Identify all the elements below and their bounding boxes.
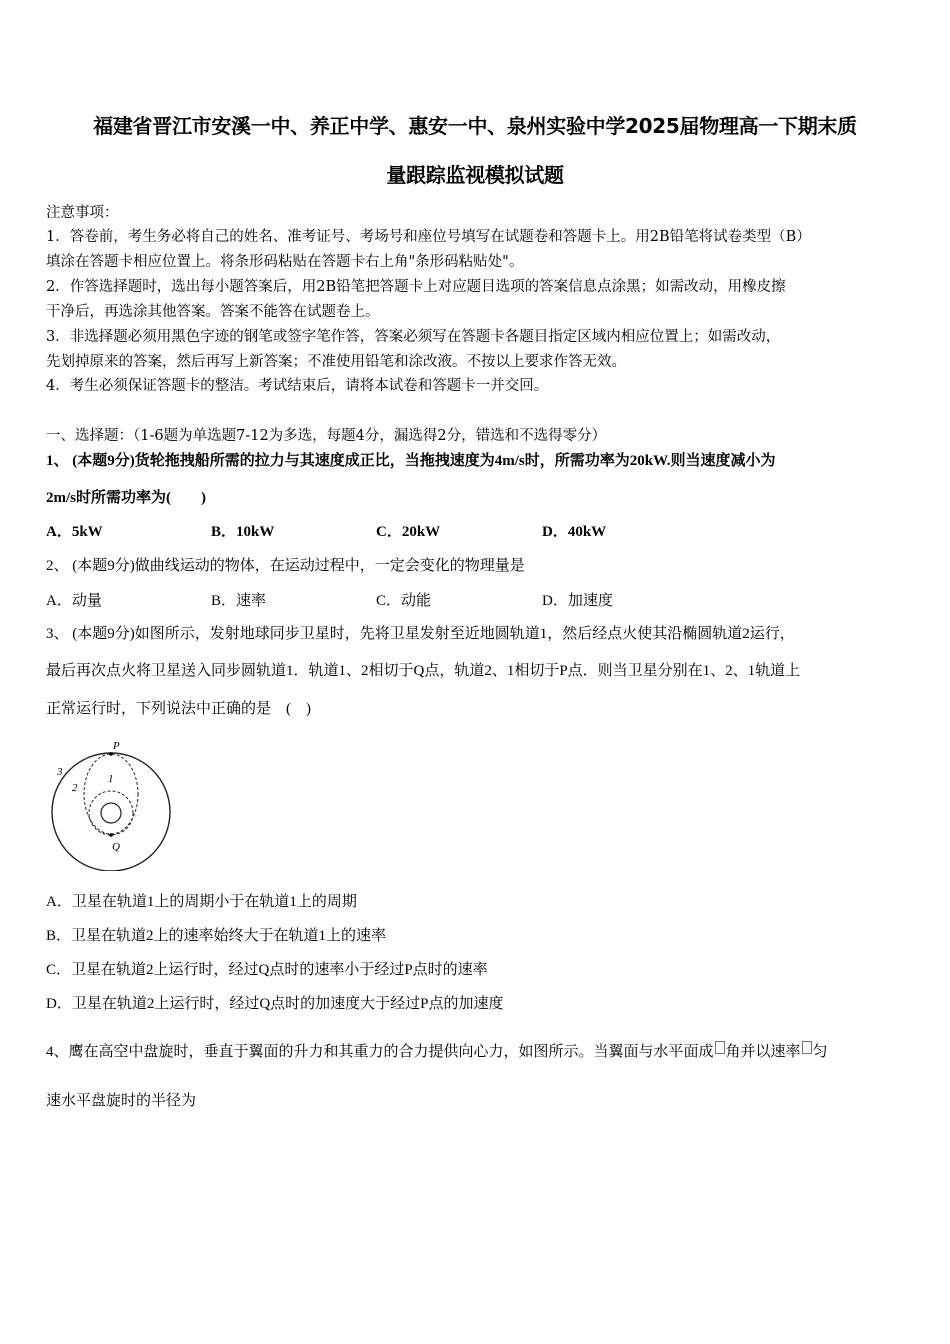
question-2-text: 2、 (本题9分)做曲线运动的物体，在运动过程中，一定会变化的物理量是: [46, 558, 525, 574]
question-1-text: 1、 (本题9分)货轮拖拽船所需的拉力与其速度成正比，当拖拽速度为4m/s时，所需功率为20kW.则当速度减小为: [46, 453, 776, 469]
notice-line: 4．考生必须保证答题卡的整洁。考试结束后，请将本试卷和答题卡一并交回。: [46, 378, 549, 394]
point-q-dot: [109, 833, 113, 837]
orbit-diagram: [46, 733, 176, 871]
question-1-option-d: D．40kW: [542, 524, 607, 540]
notice-line: 1．答卷前，考生务必将自己的姓名、准考证号、考场号和座位号填写在试题卷和答题卡上。用2B铅笔将试卷类型（B）: [46, 229, 811, 245]
question-2-option-a: A．动量: [46, 593, 102, 609]
question-2-option-c: C．动能: [376, 593, 432, 609]
notice-line: 2．作答选择题时，选出每小题答案后，用2B铅笔把答题卡上对应题目选项的答案信息点涂黑；如需改动，用橡皮擦: [46, 279, 786, 295]
question-3-option-b: B．卫星在轨道2上的速率始终大于在轨道1上的速率: [46, 928, 387, 944]
question-4-text-part: 4、鹰在高空中盘旋时，垂直于翼面的升力和其重力的合力提供向心力，如图所示。当翼面与水平面成: [46, 1044, 714, 1060]
label-p: P: [113, 740, 120, 752]
exam-title-line2: 量跟踪监视模拟试题: [386, 163, 564, 187]
question-2-option-b: B．速率: [211, 593, 267, 609]
notice-line: 填涂在答题卡相应位置上。将条形码粘贴在答题卡右上角"条形码粘贴处"。: [46, 254, 524, 270]
label-orbit-1: 1: [108, 773, 114, 785]
question-4-text-part: 角并以速率: [725, 1044, 801, 1060]
question-1-option-b: B．10kW: [211, 524, 275, 540]
label-orbit-2: 2: [72, 782, 78, 794]
question-4-text-part: 匀: [812, 1044, 828, 1060]
question-1-text: 2m/s时所需功率为( ): [46, 490, 206, 506]
notice-line: 先划掉原来的答案，然后再写上新答案；不准使用铅笔和涂改液。不按以上要求作答无效。: [46, 354, 626, 370]
question-1-option-c: C．20kW: [376, 524, 441, 540]
question-2-option-d: D．加速度: [542, 593, 613, 609]
question-3-option-d: D．卫星在轨道2上运行时，经过Q点时的加速度大于经过P点的加速度: [46, 996, 504, 1012]
theta-symbol-icon: [715, 1041, 725, 1054]
notice-heading: 注意事项：: [46, 205, 119, 221]
question-3-text: 正常运行时，下列说法中正确的是 ( ): [46, 701, 311, 717]
question-4-text: 速水平盘旋时的半径为: [46, 1093, 197, 1109]
orbit-1-circle: [89, 791, 133, 835]
label-orbit-3: 3: [57, 766, 63, 778]
velocity-symbol-icon: [802, 1041, 812, 1054]
label-q: Q: [112, 841, 120, 853]
notice-line: 干净后，再选涂其他答案。答案不能答在试题卷上。: [46, 304, 380, 320]
orbit-3-circle: [52, 753, 170, 871]
exam-title-line1: 福建省晋江市安溪一中、养正中学、惠安一中、泉州实验中学2025届物理高一下期末质: [93, 114, 857, 138]
question-3-option-a: A．卫星在轨道1上的周期小于在轨道1上的周期: [46, 894, 357, 910]
orbit-2-ellipse: [84, 754, 138, 834]
question-1-option-a: A．5kW: [46, 524, 103, 540]
section-heading: 一、选择题：（1-6题为单选题7-12为多选，每题4分，漏选得2分，错选和不选得零分）: [46, 428, 607, 444]
notice-line: 3．非选择题必须用黑色字迹的钢笔或签字笔作答，答案必须写在答题卡各题目指定区域内相应位置上；如需改动，: [46, 329, 781, 345]
question-4-text: [46, 1041, 916, 1063]
question-3-text: 最后再次点火将卫星送入同步圆轨道1．轨道1、2相切于Q点，轨道2、1相切于P点．则当卫星分别在1、2、1轨道上: [46, 663, 801, 679]
question-3-option-c: C．卫星在轨道2上运行时，经过Q点时的速率小于经过P点时的速率: [46, 962, 488, 978]
question-3-text: 3、 (本题9分)如图所示，发射地球同步卫星时，先将卫星发射至近地圆轨道1，然后经点火使其沿椭圆轨道2运行，: [46, 626, 795, 642]
point-p-dot: [109, 752, 113, 756]
earth-circle: [101, 803, 121, 823]
